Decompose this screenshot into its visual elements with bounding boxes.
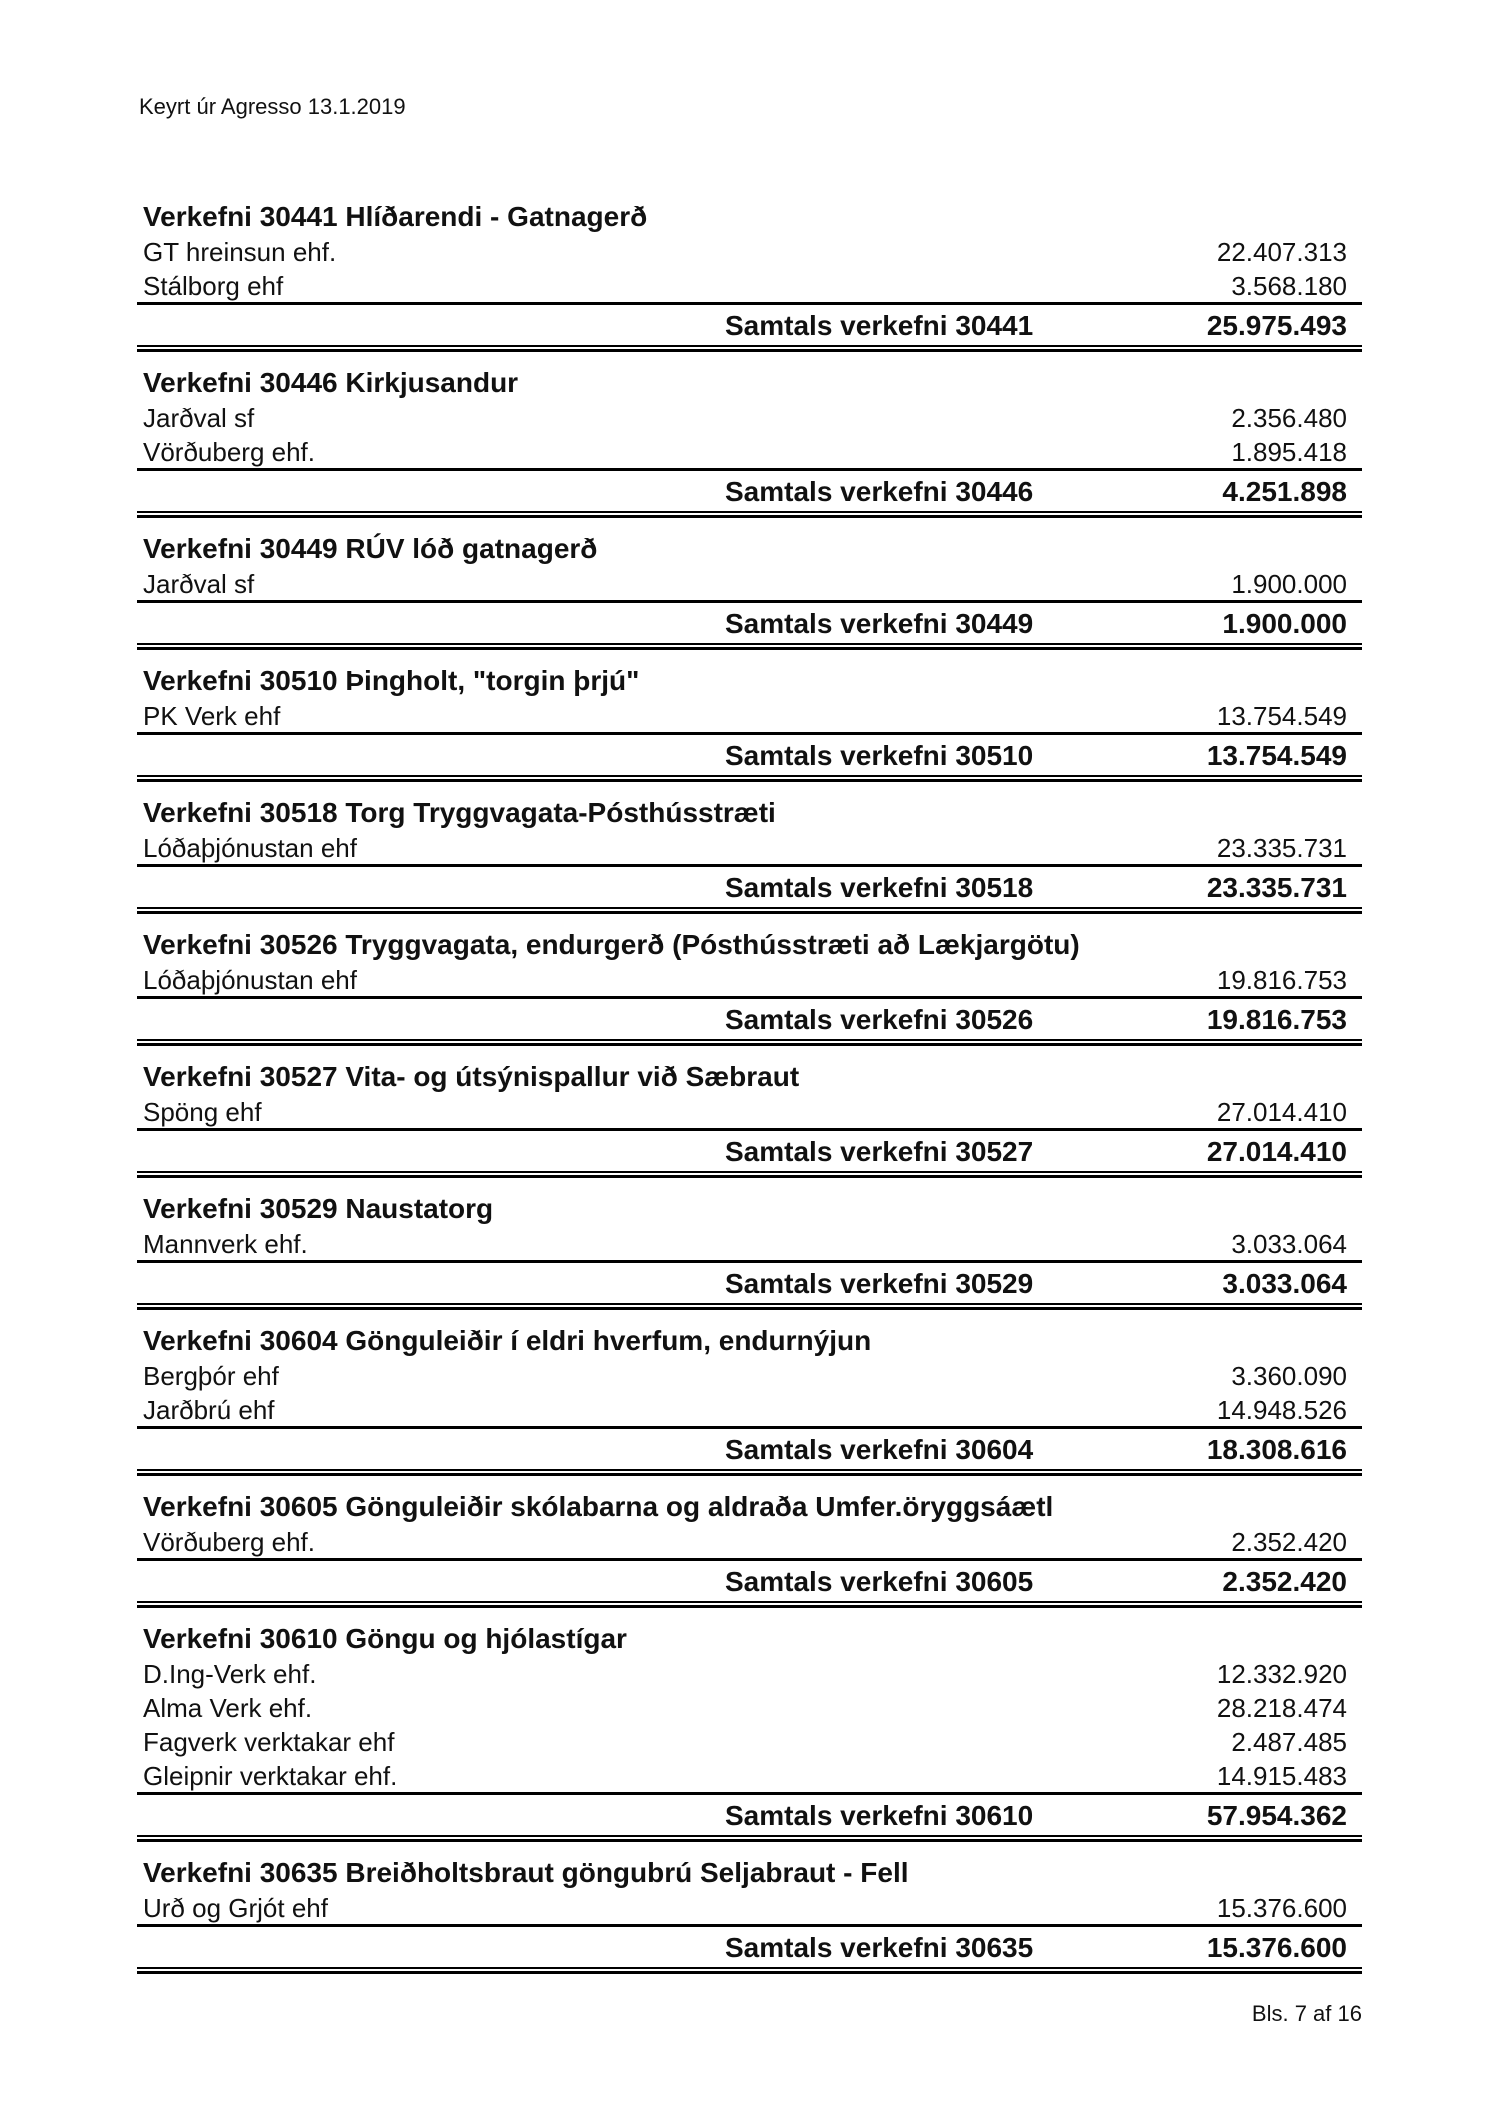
contractor-name: Vörðuberg ehf.	[143, 437, 316, 467]
contractor-name: Gleipnir verktakar ehf.	[143, 1761, 398, 1791]
contractor-amount: 2.487.485	[1231, 1727, 1347, 1757]
contractor-row	[137, 1890, 1362, 1924]
total-row	[137, 867, 1362, 907]
project-section	[137, 1178, 1362, 1310]
contractor-name: Alma Verk ehf.	[143, 1693, 313, 1723]
project-section	[137, 782, 1362, 914]
contractor-row	[137, 830, 1362, 864]
project-heading: Verkefni 30526 Tryggvagata, endurgerð (Pósthússtræti að Lækjargötu)	[143, 929, 1080, 960]
project-heading: Verkefni 30604 Gönguleiðir í eldri hverfum, endurnýjun	[143, 1325, 872, 1356]
contractor-amount: 3.568.180	[1231, 271, 1347, 301]
project-section	[137, 1310, 1362, 1476]
project-heading: Verkefni 30610 Göngu og hjólastígar	[143, 1623, 627, 1654]
total-label: Samtals verkefni 30510	[725, 740, 1034, 771]
project-heading: Verkefni 30510 Þingholt, "torgin þrjú"	[143, 665, 640, 696]
total-double-rule	[137, 1601, 1362, 1608]
contractor-row	[137, 400, 1362, 434]
project-report	[137, 186, 1362, 1974]
contractor-row	[137, 268, 1362, 302]
contractor-name: Vörðuberg ehf.	[143, 1527, 316, 1557]
project-heading: Verkefni 30529 Naustatorg	[143, 1193, 494, 1224]
project-section	[137, 1476, 1362, 1608]
contractor-amount: 2.352.420	[1231, 1527, 1347, 1557]
total-double-rule	[137, 775, 1362, 782]
contractor-amount: 3.033.064	[1231, 1229, 1347, 1259]
contractor-row	[137, 566, 1362, 600]
contractor-row	[137, 1524, 1362, 1558]
contractor-amount: 13.754.549	[1216, 701, 1347, 731]
total-amount: 15.376.600	[1206, 1932, 1347, 1963]
contractor-name: Stálborg ehf	[143, 271, 284, 301]
project-section	[137, 1842, 1362, 1974]
contractor-row	[137, 698, 1362, 732]
contractor-row	[137, 1690, 1362, 1724]
contractor-amount: 22.407.313	[1216, 237, 1347, 267]
contractor-name: Spöng ehf	[143, 1097, 262, 1127]
contractor-row	[137, 1094, 1362, 1128]
total-amount: 23.335.731	[1206, 872, 1347, 903]
contractor-row	[137, 1758, 1362, 1792]
project-heading: Verkefni 30527 Vita- og útsýnispallur við Sæbraut	[143, 1061, 800, 1092]
contractor-amount: 1.895.418	[1231, 437, 1347, 467]
total-amount: 1.900.000	[1222, 608, 1347, 639]
total-label: Samtals verkefni 30605	[725, 1566, 1034, 1597]
contractor-amount: 3.360.090	[1231, 1361, 1347, 1391]
total-double-rule	[137, 1171, 1362, 1178]
total-row	[137, 1795, 1362, 1835]
contractor-name: Jarðval sf	[143, 403, 255, 433]
contractor-amount: 1.900.000	[1231, 569, 1347, 599]
project-section	[137, 1046, 1362, 1178]
total-amount: 18.308.616	[1206, 1434, 1347, 1465]
total-double-rule	[137, 1469, 1362, 1476]
contractor-name: GT hreinsun ehf.	[143, 237, 337, 267]
contractor-name: Bergþór ehf	[143, 1361, 279, 1391]
contractor-name: Jarðval sf	[143, 569, 255, 599]
total-label: Samtals verkefni 30526	[725, 1004, 1034, 1035]
total-label: Samtals verkefni 30610	[725, 1800, 1034, 1831]
project-heading: Verkefni 30449 RÚV lóð gatnagerð	[143, 533, 598, 564]
contractor-amount: 27.014.410	[1216, 1097, 1347, 1127]
total-amount: 4.251.898	[1222, 476, 1347, 507]
project-section	[137, 1608, 1362, 1842]
contractor-name: D.Ing-Verk ehf.	[143, 1659, 317, 1689]
project-heading: Verkefni 30441 Hlíðarendi - Gatnagerð	[143, 201, 648, 232]
project-heading: Verkefni 30446 Kirkjusandur	[143, 367, 519, 398]
total-double-rule	[137, 1039, 1362, 1046]
contractor-amount: 23.335.731	[1216, 833, 1347, 863]
total-label: Samtals verkefni 30527	[725, 1136, 1034, 1167]
contractor-name: Lóðaþjónustan ehf	[143, 833, 357, 863]
total-label: Samtals verkefni 30446	[725, 476, 1034, 507]
total-row	[137, 603, 1362, 643]
project-section	[137, 186, 1362, 352]
total-row	[137, 1263, 1362, 1303]
contractor-name: PK Verk ehf	[143, 701, 281, 731]
contractor-row	[137, 962, 1362, 996]
total-double-rule	[137, 345, 1362, 352]
total-amount: 13.754.549	[1206, 740, 1347, 771]
total-label: Samtals verkefni 30518	[725, 872, 1034, 903]
contractor-row	[137, 1226, 1362, 1260]
project-heading: Verkefni 30635 Breiðholtsbraut göngubrú Seljabraut - Fell	[143, 1857, 909, 1888]
total-label: Samtals verkefni 30635	[725, 1932, 1034, 1963]
contractor-row	[137, 1656, 1362, 1690]
total-amount: 19.816.753	[1206, 1004, 1347, 1035]
contractor-row	[137, 434, 1362, 468]
total-double-rule	[137, 907, 1362, 914]
project-section	[137, 518, 1362, 650]
contractor-amount: 19.816.753	[1216, 965, 1347, 995]
page-number: Bls. 7 af 16	[1251, 2001, 1362, 2026]
total-label: Samtals verkefni 30604	[725, 1434, 1034, 1465]
total-amount: 27.014.410	[1206, 1136, 1347, 1167]
total-double-rule	[137, 643, 1362, 650]
total-row	[137, 1429, 1362, 1469]
total-label: Samtals verkefni 30441	[725, 310, 1034, 341]
contractor-amount: 28.218.474	[1216, 1693, 1347, 1723]
total-row	[137, 305, 1362, 345]
total-double-rule	[137, 511, 1362, 518]
contractor-name: Urð og Grjót ehf	[143, 1893, 328, 1923]
contractor-amount: 12.332.920	[1216, 1659, 1347, 1689]
total-amount: 3.033.064	[1222, 1268, 1347, 1299]
contractor-row	[137, 1724, 1362, 1758]
total-double-rule	[137, 1303, 1362, 1310]
contractor-row	[137, 1392, 1362, 1426]
contractor-name: Mannverk ehf.	[143, 1229, 308, 1259]
page-header: Keyrt úr Agresso 13.1.2019	[139, 94, 406, 119]
total-row	[137, 471, 1362, 511]
contractor-amount: 14.948.526	[1216, 1395, 1347, 1425]
total-row	[137, 1927, 1362, 1967]
total-row	[137, 1561, 1362, 1601]
total-label: Samtals verkefni 30449	[725, 608, 1034, 639]
contractor-amount: 15.376.600	[1216, 1893, 1347, 1923]
contractor-row	[137, 1358, 1362, 1392]
contractor-name: Jarðbrú ehf	[143, 1395, 275, 1425]
project-heading: Verkefni 30518 Torg Tryggvagata-Pósthússtræti	[143, 797, 776, 828]
total-amount: 25.975.493	[1206, 310, 1347, 341]
contractor-name: Lóðaþjónustan ehf	[143, 965, 357, 995]
total-label: Samtals verkefni 30529	[725, 1268, 1034, 1299]
project-section	[137, 914, 1362, 1046]
contractor-name: Fagverk verktakar ehf	[143, 1727, 395, 1757]
total-row	[137, 1131, 1362, 1171]
total-double-rule	[137, 1835, 1362, 1842]
contractor-row	[137, 234, 1362, 268]
total-double-rule	[137, 1967, 1362, 1974]
total-amount: 57.954.362	[1206, 1800, 1347, 1831]
contractor-amount: 2.356.480	[1231, 403, 1347, 433]
project-section	[137, 650, 1362, 782]
project-section	[137, 352, 1362, 518]
total-amount: 2.352.420	[1222, 1566, 1347, 1597]
project-heading: Verkefni 30605 Gönguleiðir skólabarna og aldraða Umfer.öryggsáætl	[143, 1491, 1054, 1522]
total-row	[137, 735, 1362, 775]
contractor-amount: 14.915.483	[1216, 1761, 1347, 1791]
total-row	[137, 999, 1362, 1039]
